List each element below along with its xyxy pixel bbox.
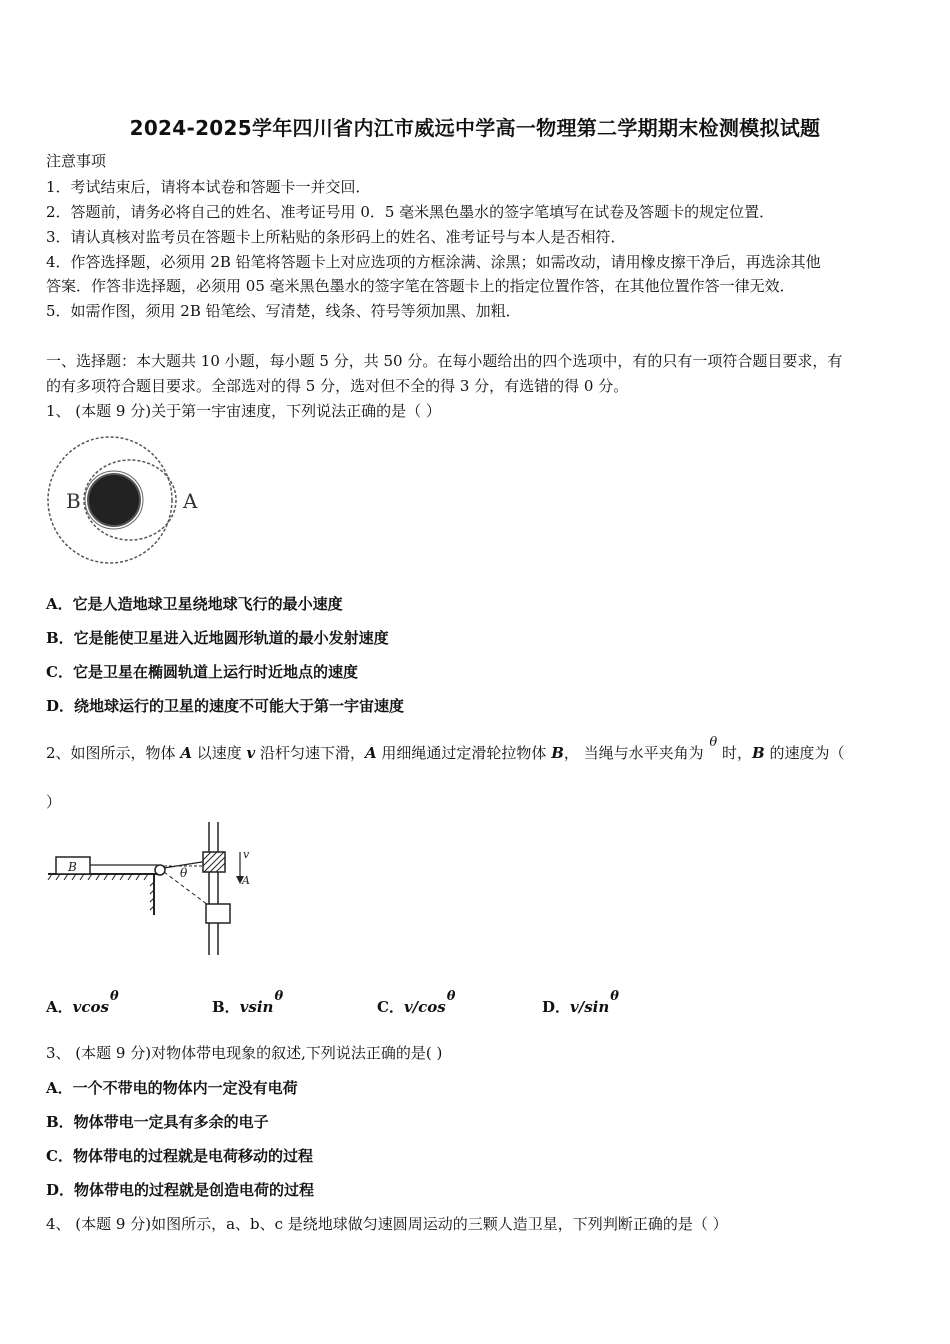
orbit-label-a: A bbox=[183, 489, 198, 513]
notice-heading: 注意事项 bbox=[46, 152, 107, 170]
notice-item: 答案．作答非选择题，必须用 05 毫米黑色墨水的签字笔在答题卡上的指定位置作答，在其他位置作答一律无效． bbox=[46, 277, 795, 295]
notice-item: 3．请认真核对监考员在答题卡上所粘贴的条形码上的姓名、准考证号与本人是否相符． bbox=[46, 228, 626, 246]
question-2-stem-close: ） bbox=[46, 793, 62, 811]
orbit-label-b: B bbox=[66, 489, 81, 513]
velocity-v-label: v bbox=[243, 848, 250, 861]
question-2-option-c: C．v/cosθ bbox=[377, 989, 456, 1016]
velocity-a-label: A bbox=[242, 874, 250, 887]
angle-theta-label: θ bbox=[180, 866, 188, 880]
question-2-option-b: B．vsinθ bbox=[212, 989, 284, 1016]
question-1-option: B．它是能使卫星进入近地圆形轨道的最小发射速度 bbox=[46, 629, 389, 647]
page-title: 2024-2025学年四川省内江市威远中学高一物理第二学期期末检测模拟试题 bbox=[129, 116, 821, 140]
pulley-diagram bbox=[46, 820, 276, 960]
question-1-option: A．它是人造地球卫星绕地球飞行的最小速度 bbox=[46, 595, 343, 613]
question-3-option: D．物体带电的过程就是创造电荷的过程 bbox=[46, 1181, 315, 1199]
question-3-option: A．一个不带电的物体内一定没有电荷 bbox=[46, 1079, 298, 1097]
question-2-options bbox=[46, 989, 746, 1018]
question-3-stem: 3、 (本题 9 分)对物体带电现象的叙述,下列说法正确的是( ) bbox=[46, 1044, 443, 1062]
question-1-option: D．绕地球运行的卫星的速度不可能大于第一宇宙速度 bbox=[46, 697, 405, 715]
question-1-stem: 1、 (本题 9 分)关于第一宇宙速度，下列说法正确的是（ ） bbox=[46, 402, 441, 420]
question-1-option: C．它是卫星在椭圆轨道上运行时近地点的速度 bbox=[46, 663, 358, 681]
question-4-stem: 4、 (本题 9 分)如图所示，a、b、c 是绕地球做匀速圆周运动的三颗人造卫星，下列判断正确的是（ ） bbox=[46, 1215, 728, 1233]
block-b-label: B bbox=[68, 860, 77, 874]
section-heading: 一、选择题：本大题共 10 小题，每小题 5 分，共 50 分。在每小题给出的四个选项中，有的只有一项符合题目要求，有 bbox=[46, 352, 843, 370]
notice-item: 5．如需作图，须用 2B 铅笔绘、写清楚，线条、符号等须加黑、加粗． bbox=[46, 302, 521, 320]
question-2-stem: 2、如图所示，物体 A 以速度 v 沿杆匀速下滑，A 用细绳通过定滑轮拉物体 B， 当绳与水平夹角为 θ 时，B 的速度为（ bbox=[46, 735, 845, 762]
notice-item: 4．作答选择题，必须用 2B 铅笔将答题卡上对应选项的方框涂满、涂黑；如需改动，请用橡皮擦干净后，再选涂其他 bbox=[46, 253, 821, 271]
notice-item: 2．答题前，请务必将自己的姓名、准考证号用 0．5 毫米黑色墨水的签字笔填写在试卷及答题卡的规定位置． bbox=[46, 203, 775, 221]
question-2-option-d: D．v/sinθ bbox=[542, 989, 619, 1016]
question-3-option: B．物体带电一定具有多余的电子 bbox=[46, 1113, 269, 1131]
question-3-option: C．物体带电的过程就是电荷移动的过程 bbox=[46, 1147, 313, 1165]
section-heading-cont: 的有多项符合题目要求。全部选对的得 5 分，选对但不全的得 3 分，有选错的得 0 分。 bbox=[46, 377, 629, 395]
notice-item: 1．考试结束后，请将本试卷和答题卡一并交回． bbox=[46, 178, 371, 196]
orbit-diagram bbox=[46, 430, 216, 570]
question-2-option-a: A．vcosθ bbox=[46, 989, 119, 1016]
